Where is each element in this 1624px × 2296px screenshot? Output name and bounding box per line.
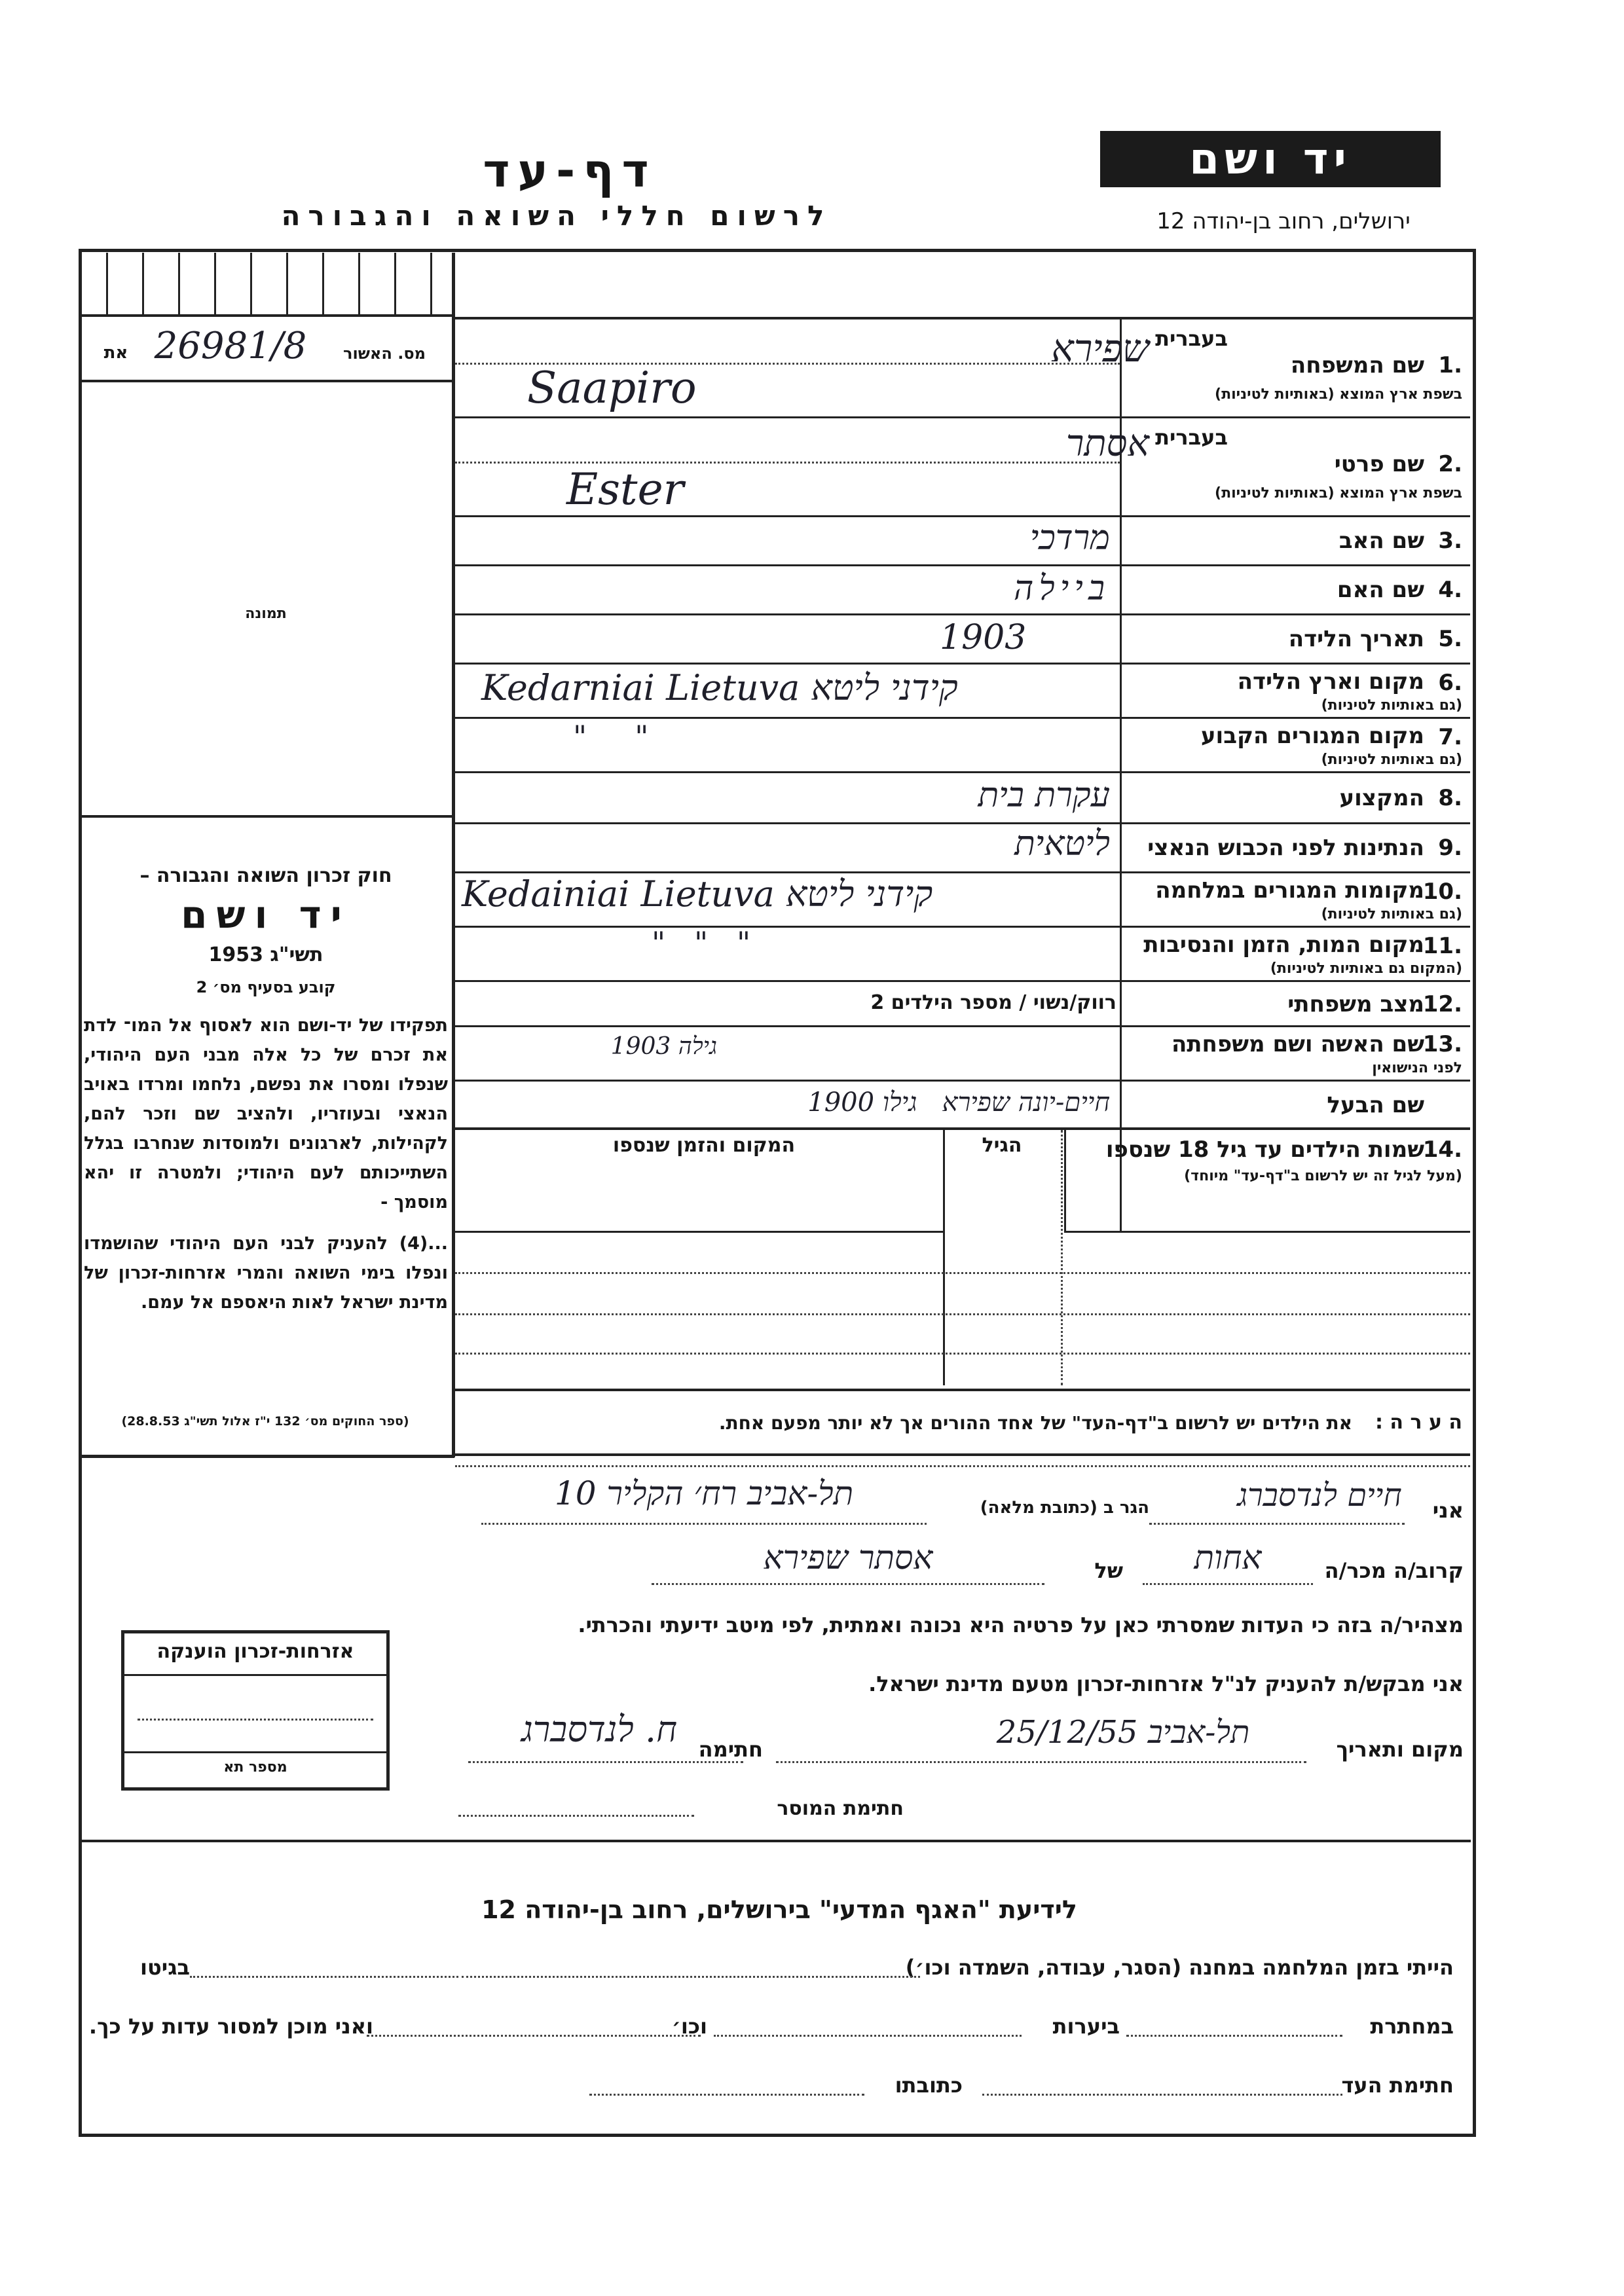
- relation: אחות: [1194, 1539, 1262, 1576]
- field-father-name: 3. שם האב מרדכי: [1029, 519, 1462, 558]
- logo: [1100, 131, 1441, 187]
- citizenship-box-number: מספר תא: [223, 1759, 287, 1776]
- office-address: ירושלים, רחוב בן-יהודה 12: [1156, 208, 1411, 234]
- family-name-hebrew: שפירא: [1051, 326, 1149, 371]
- first-name-latin: Ester: [566, 464, 684, 515]
- children-col-place: המקום והזמן שנספו: [612, 1134, 796, 1157]
- declarant-address: תל-אביב רח׳ הקליר 10: [554, 1474, 854, 1512]
- law-text-2: ...(4) להעניק לבני העם היהודי שהושמדו ונפלו בימי השואה והמרי אזרחות-זכרון של מדינת ישראל לאות היאספם אל עמם.: [84, 1233, 448, 1313]
- place-date: תל-אביב 25/12/55: [996, 1714, 1250, 1751]
- field-wife-maiden-name: 13. שם האשה ושם משפחתה לפני הנישואין גילה 1903: [610, 1031, 1462, 1076]
- field-wartime-residence: 10. מקומות המגורים במלחמה (גם באותיות לטיניות) Kedainiai Lietuva קידני ליטא: [462, 873, 1462, 922]
- law-title: חוק זכרון השואה והגבורה –: [139, 864, 392, 887]
- archive-number: 26981/8: [154, 325, 307, 367]
- law-name: יד ושם: [181, 892, 351, 937]
- field-first-name: בעברית 2. שם פרטי בשפת ארץ המוצא (באותיות לטיניות) אסתר Ester: [455, 418, 1470, 515]
- first-name-hebrew: אסתר: [1065, 422, 1149, 465]
- note-label: ה ע ר ה :: [1375, 1411, 1462, 1434]
- signature: ח. לנדסברג: [521, 1709, 678, 1750]
- logo-text: יד ושם: [1189, 134, 1352, 184]
- field-occupation: 8. המקצוע עקרת בית: [978, 776, 1462, 815]
- children-col-age: הגיל: [982, 1134, 1022, 1157]
- law-section: [84, 864, 448, 1317]
- form-title: דף-עד: [483, 144, 657, 198]
- archive-number-row: [80, 318, 452, 381]
- photo-placeholder: תמונה: [245, 606, 287, 622]
- footer-info: לידיעת "האגף המדעי" בירושלים, רחוב בן-יהודה 12: [481, 1895, 1077, 1924]
- law-source: (ספר החוקים מס׳ 132 י"ז אלול תשי"ג 28.8.53): [121, 1414, 409, 1429]
- family-name-latin: Saapiro: [527, 363, 697, 413]
- field-death-place: 11. מקום המות, הזמן והנסיבות (המקום גם באותיות לטיניות) " " ": [652, 925, 1462, 977]
- citizenship-box: [121, 1630, 390, 1791]
- declaration: אני חיים לנדסברג הגר ב (כתובת מלאה) תל-אביב רח׳ הקליר 10 קרוב/ה מכר/ה אחות של אסתר שפירא מצהיר/ה בזה כי העדות שמסרתי כאן על פרטיה היא נכונה ואמתית, לפי מיטב ידיעתי והכרתי. אני מבקש/ת להעניק לנ"ל אזרחות-זכרון מטעם מדינת ישראל. מקום ותאריך תל-אביב 25/12/55 חתימה ח. לנדסברג: [455, 1467, 1470, 1807]
- deceased-name: אסתר שפירא: [763, 1539, 933, 1576]
- field-birth-date: 5. תאריך הלידה 1903: [940, 618, 1462, 657]
- note-text: את הילדים יש לרשום ב"דף-העד" של אחד ההורים אך לא יותר מפעם אחת.: [718, 1412, 1352, 1434]
- code-boxes: [80, 253, 453, 318]
- citizenship-box-title: אזרחות-זכרון הוענקה: [157, 1640, 354, 1663]
- field-mother-name: 4. שם האם ביילה: [1013, 569, 1462, 608]
- field-husband-name: שם הבעל חיים-יונה שפירא גילו 1900: [807, 1087, 1424, 1118]
- field-permanent-residence: 7. מקום המגורים הקבוע (גם באותיות לטיניות) " ": [573, 719, 1462, 768]
- law-text-1: תפקידו של יד-ושם הוא לאסוף אל המו־ לדת את זכרם של כל אלה מבני העם היהודי, שנפלו ומסרו את נפשם, נלחמו ומרדו באויב הנאצי ובעוזריו, ולהציב שם וזכר להם, לקהילות, לארגונים ולמוסדות שנחרבו בגלל השתייכותם לעם היהודי; ולמטרה זו יהא מוסמך -: [84, 1015, 448, 1212]
- field-family-name: בעברית 1. שם המשפחה בשפת ארץ המוצא (באותיות לטיניות) שפירא Saapiro: [455, 319, 1470, 416]
- field-birth-place: 6. מקום וארץ הלידה (גם באותיות לטיניות) Kedarniai Lietuva קידני ליטא: [481, 667, 1462, 714]
- field-marital-status: 12. מצב משפחתי רווק/נשוי / מספר הילדים 2: [870, 991, 1462, 1017]
- archive-abbr: את: [103, 343, 128, 363]
- form-subtitle: לרשום חללי השואה והגבורה: [281, 200, 832, 232]
- law-year: תשי"ג 1953: [208, 943, 323, 966]
- declarant-name: חיים לנדסברג: [1237, 1477, 1402, 1514]
- footer-line-2: במחתרת ביערות וכו׳ ואני מוכן למסור עדות על כך.: [88, 2014, 1454, 2039]
- footer-line-3: חתימת העד כתובתו: [85, 2068, 1460, 2107]
- archive-label: מס. האשור: [343, 344, 426, 363]
- law-section-ref: קובע בסעיף מס׳ 2: [196, 978, 336, 996]
- note-row: [455, 1391, 1470, 1453]
- footer-line-1: הייתי בזמן המלחמה במחנה (הסגר, עבודה, השמדה וכו׳) בגיטו: [140, 1955, 1454, 1980]
- field-nationality: 9. הנתינות לפני הכבוש הנאצי ליטאית: [1014, 824, 1462, 864]
- children-table: 14. שמות הילדים עד גיל 18 שנספו (מעל לגיל זה יש לרשום ב"דף-עד" מיוחד) הגיל המקום והזמן שנספו: [455, 1130, 1470, 1389]
